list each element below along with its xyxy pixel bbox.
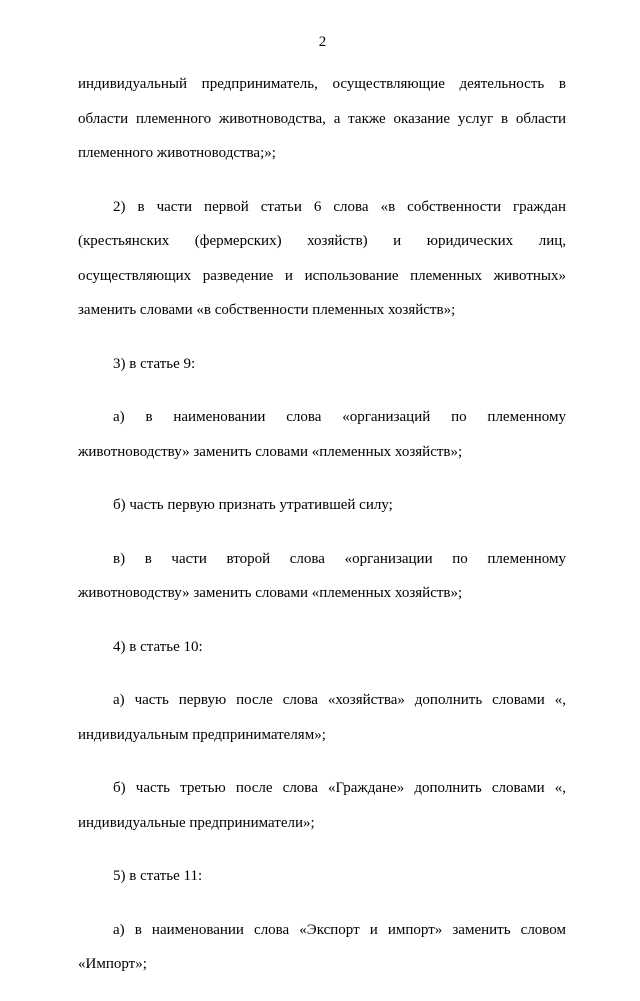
paragraph-item-2: 2) в части первой статьи 6 слова «в собственности граждан (крестьянских (фермерских) хозяйств) и юридических лиц, осуществляющих разведение и использование племенных животных» заменить словами «в собственности племенных хозяйств»;: [78, 198, 566, 318]
paragraph-continuation: индивидуальный предприниматель, осуществляющие деятельность в области племенного животноводства, а также оказание услуг в области племенного животноводства;»;: [78, 76, 566, 161]
paragraph-item-3a: а) в наименовании слова «организаций по племенному животноводству» заменить словами «племенных хозяйств»;: [78, 409, 566, 460]
paragraph-item-3b: б) часть первую признать утратившей силу;: [113, 497, 393, 513]
paragraph-item-3c: в) в части второй слова «организации по племенному животноводству» заменить словами «племенных хозяйств»;: [78, 550, 566, 601]
paragraph-item-3: 3) в статье 9:: [113, 355, 196, 372]
page-number: 2: [318, 34, 327, 50]
paragraph-item-4a: а) часть первую после слова «хозяйства» дополнить словами «, индивидуальным предпринимателям»;: [78, 692, 566, 743]
document-body: [78, 67, 566, 1001]
paragraph-item-5a: а) в наименовании слова «Экспорт и импорт» заменить словом «Импорт»;: [78, 921, 566, 972]
paragraph-item-4: 4) в статье 10:: [113, 638, 203, 655]
paragraph-item-4b: б) часть третью после слова «Граждане» дополнить словами «, индивидуальные предприниматели»;: [78, 780, 566, 831]
paragraph-item-5: 5) в статье 11:: [113, 868, 203, 884]
